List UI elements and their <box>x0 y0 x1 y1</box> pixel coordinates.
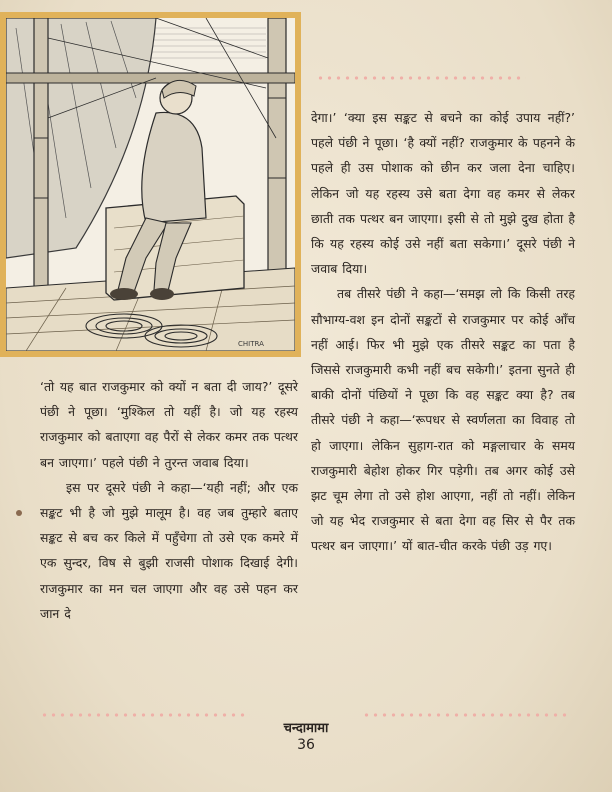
paragraph: ‘तो यह बात राजकुमार को क्यों न बता दी जाय?’ दूसरे पंछी ने पूछा। ‘मुश्किल तो यहीं है। जो यह रहस्य राजकुमार को बताएगा वह पैरों से लेकर कमर तक पत्थर बन जाएगा।’ पहले पंछी ने तुरन्त जवाब दिया। <box>40 379 298 470</box>
margin-ink-mark <box>16 510 22 516</box>
left-text-column <box>40 374 298 626</box>
paragraph: देगा।’ ‘क्या इस सङ्कट से बचने का कोई उपाय नहीं?’ पहले पंछी ने पूछा। ‘है क्यों नहीं? राजकुमार के पहनने के पहले ही उस पोशाक को छीन कर जला देना चाहिए। लेकिन जो यह रहस्य उसे बता देगा वह कमर से लेकर छाती तक पत्थर बन जाएगा। इसी से तो मुझे दुख होता है कि यह रहस्य कोई उसे नहीं बता सकेगा।’ दूसरे पंछी ने जवाब दिया। <box>311 110 575 277</box>
decorative-dotted-border <box>316 75 526 81</box>
right-text-column <box>311 105 575 559</box>
illustration-signature: CHITRA <box>238 340 264 348</box>
magazine-title: चन्दामामा <box>283 721 329 736</box>
paragraph: इस पर दूसरे पंछी ने कहा—‘यही नहीं; और एक सङ्कट भी है जो मुझे मालूम है। वह जब तुम्हारे बताए सङ्कट से बच कर किले में पहुँचेगा तो उसे एक कमरे में एक सुन्दर, विष से बुझी राजसी पोशाक दिखाई देगी। राजकुमार का मन चल जाएगा और वह उसे पहन कर जान दे <box>40 479 298 621</box>
sailor-on-ship-illustration <box>6 18 295 351</box>
story-illustration <box>0 12 301 357</box>
page-number: 36 <box>297 737 315 753</box>
paragraph: तब तीसरे पंछी ने कहा—‘समझ लो कि किसी तरह सौभाग्य-वश इन दोनों सङ्कटों से राजकुमार पर कोई आँच नहीं आई। फिर भी मुझे एक तीसरे सङ्कट का पता है जिससे राजकुमारी कभी नहीं बच सकेगी।’ इतना सुनते ही बाकी दोनों पंछियों ने पूछा कि वह सङ्कट क्या है? तब तीसरे पंछी ने कहा—‘रूपधर से स्वर्णलता का विवाह तो हो जाएगा। लेकिन सुहाग-रात को मङ्गलाचार के समय राजकुमारी बेहोश होकर गिर पड़ेगी। तब अगर कोई उसे झट चूम लेगा तो उसे होश आएगा, नहीं तो नहीं। लेकिन जो यह भेद राजकुमार से बता देगा वह सिर से पैर तक पत्थर बन जाएगा।’ यों बात-चीत करके पंछी उड़ गए। <box>311 286 575 554</box>
